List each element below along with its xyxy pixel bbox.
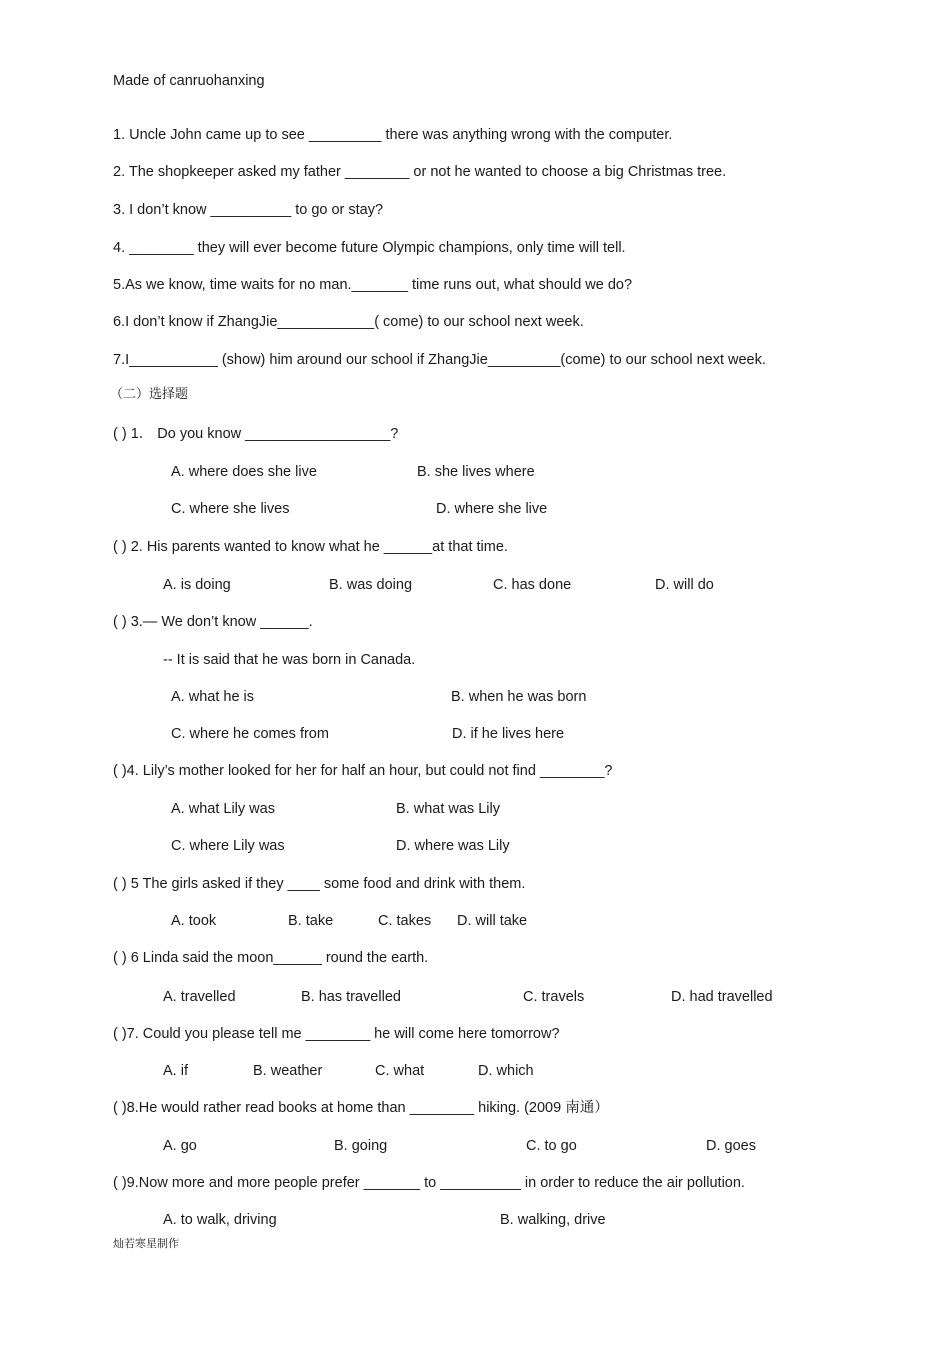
mc-question-7-option-b: B. weather bbox=[253, 1063, 323, 1079]
mc-question-3-stem: ( ) 3.— We don’t know ______. bbox=[113, 614, 313, 630]
mc-question-4-option-b: B. what was Lily bbox=[396, 801, 500, 817]
mc-question-4-option-a: A. what Lily was bbox=[171, 801, 275, 817]
mc-question-4-option-d: D. where was Lily bbox=[396, 838, 510, 854]
mc-question-9-stem: ( )9.Now more and more people prefer _______ to __________ in order to reduce the air pollution. bbox=[113, 1175, 745, 1191]
mc-question-3-option-b: B. when he was born bbox=[451, 689, 587, 705]
section-title: （二）选择题 bbox=[110, 387, 189, 402]
mc-question-2-option-d: D. will do bbox=[655, 577, 714, 593]
mc-question-6-option-a: A. travelled bbox=[163, 989, 236, 1005]
page-footer: 灿若寒星制作 bbox=[113, 1237, 179, 1250]
mc-question-1-option-c: C. where she lives bbox=[171, 501, 290, 517]
mc-question-8-option-a: A. go bbox=[163, 1138, 197, 1154]
mc-question-1-stem: ( ) 1． Do you know __________________? bbox=[113, 426, 399, 442]
fill-question-6: 6.I don’t know if ZhangJie____________( come) to our school next week. bbox=[113, 314, 584, 330]
mc-question-7-option-c: C. what bbox=[375, 1063, 425, 1079]
mc-question-5-stem: ( ) 5 The girls asked if they ____ some food and drink with them. bbox=[113, 876, 526, 892]
mc-question-6-option-d: D. had travelled bbox=[671, 989, 773, 1005]
mc-question-8-option-c: C. to go bbox=[526, 1138, 577, 1154]
fill-question-1: 1. Uncle John came up to see _________ there was anything wrong with the computer. bbox=[113, 127, 673, 143]
mc-question-8-option-b: B. going bbox=[334, 1138, 388, 1154]
mc-question-7-option-d: D. which bbox=[478, 1063, 534, 1079]
mc-question-6-option-b: B. has travelled bbox=[301, 989, 401, 1005]
mc-question-7-option-a: A. if bbox=[163, 1063, 188, 1079]
mc-question-8-option-d: D. goes bbox=[706, 1138, 756, 1154]
mc-question-4-stem: ( )4. Lily’s mother looked for her for half an hour, but could not find ________? bbox=[113, 763, 613, 779]
fill-question-4: 4. ________ they will ever become future Olympic champions, only time will tell. bbox=[113, 240, 626, 256]
mc-question-3-option-c: C. where he comes from bbox=[171, 726, 329, 742]
mc-question-5-option-d: D. will take bbox=[457, 913, 528, 929]
mc-question-2-option-c: C. has done bbox=[493, 577, 572, 593]
fill-question-5: 5.As we know, time waits for no man._______ time runs out, what should we do? bbox=[113, 277, 633, 293]
mc-question-6-option-c: C. travels bbox=[523, 989, 585, 1005]
mc-question-1-option-b: B. she lives where bbox=[417, 464, 535, 480]
mc-question-9-option-b: B. walking, drive bbox=[500, 1212, 606, 1228]
fill-question-7: 7.I___________ (show) him around our school if ZhangJie_________(come) to our school next week. bbox=[113, 352, 766, 368]
mc-question-8-stem: ( )8.He would rather read books at home than ________ hiking. (2009 南通） bbox=[113, 1100, 609, 1116]
mc-question-2-option-a: A. is doing bbox=[163, 577, 231, 593]
fill-question-3: 3. I don’t know __________ to go or stay? bbox=[113, 202, 384, 218]
mc-question-5-option-b: B. take bbox=[288, 913, 334, 929]
mc-question-6-stem: ( ) 6 Linda said the moon______ round the earth. bbox=[113, 950, 429, 966]
mc-question-1-option-a: A. where does she live bbox=[171, 464, 317, 480]
fill-question-2: 2. The shopkeeper asked my father ________ or not he wanted to choose a big Christmas tree. bbox=[113, 164, 727, 180]
mc-question-4-option-c: C. where Lily was bbox=[171, 838, 285, 854]
mc-question-3-reply: -- It is said that he was born in Canada. bbox=[163, 652, 416, 668]
mc-question-5-option-c: C. takes bbox=[378, 913, 432, 929]
mc-question-3-option-d: D. if he lives here bbox=[452, 726, 565, 742]
mc-question-7-stem: ( )7. Could you please tell me ________ he will come here tomorrow? bbox=[113, 1026, 560, 1042]
mc-question-2-option-b: B. was doing bbox=[329, 577, 413, 593]
page-header: Made of canruohanxing bbox=[113, 73, 265, 89]
mc-question-3-option-a: A. what he is bbox=[171, 689, 255, 705]
mc-question-9-option-a: A. to walk, driving bbox=[163, 1212, 277, 1228]
mc-question-5-option-a: A. took bbox=[171, 913, 217, 929]
mc-question-2-stem: ( ) 2. His parents wanted to know what he ______at that time. bbox=[113, 539, 508, 555]
mc-question-1-option-d: D. where she live bbox=[436, 501, 548, 517]
